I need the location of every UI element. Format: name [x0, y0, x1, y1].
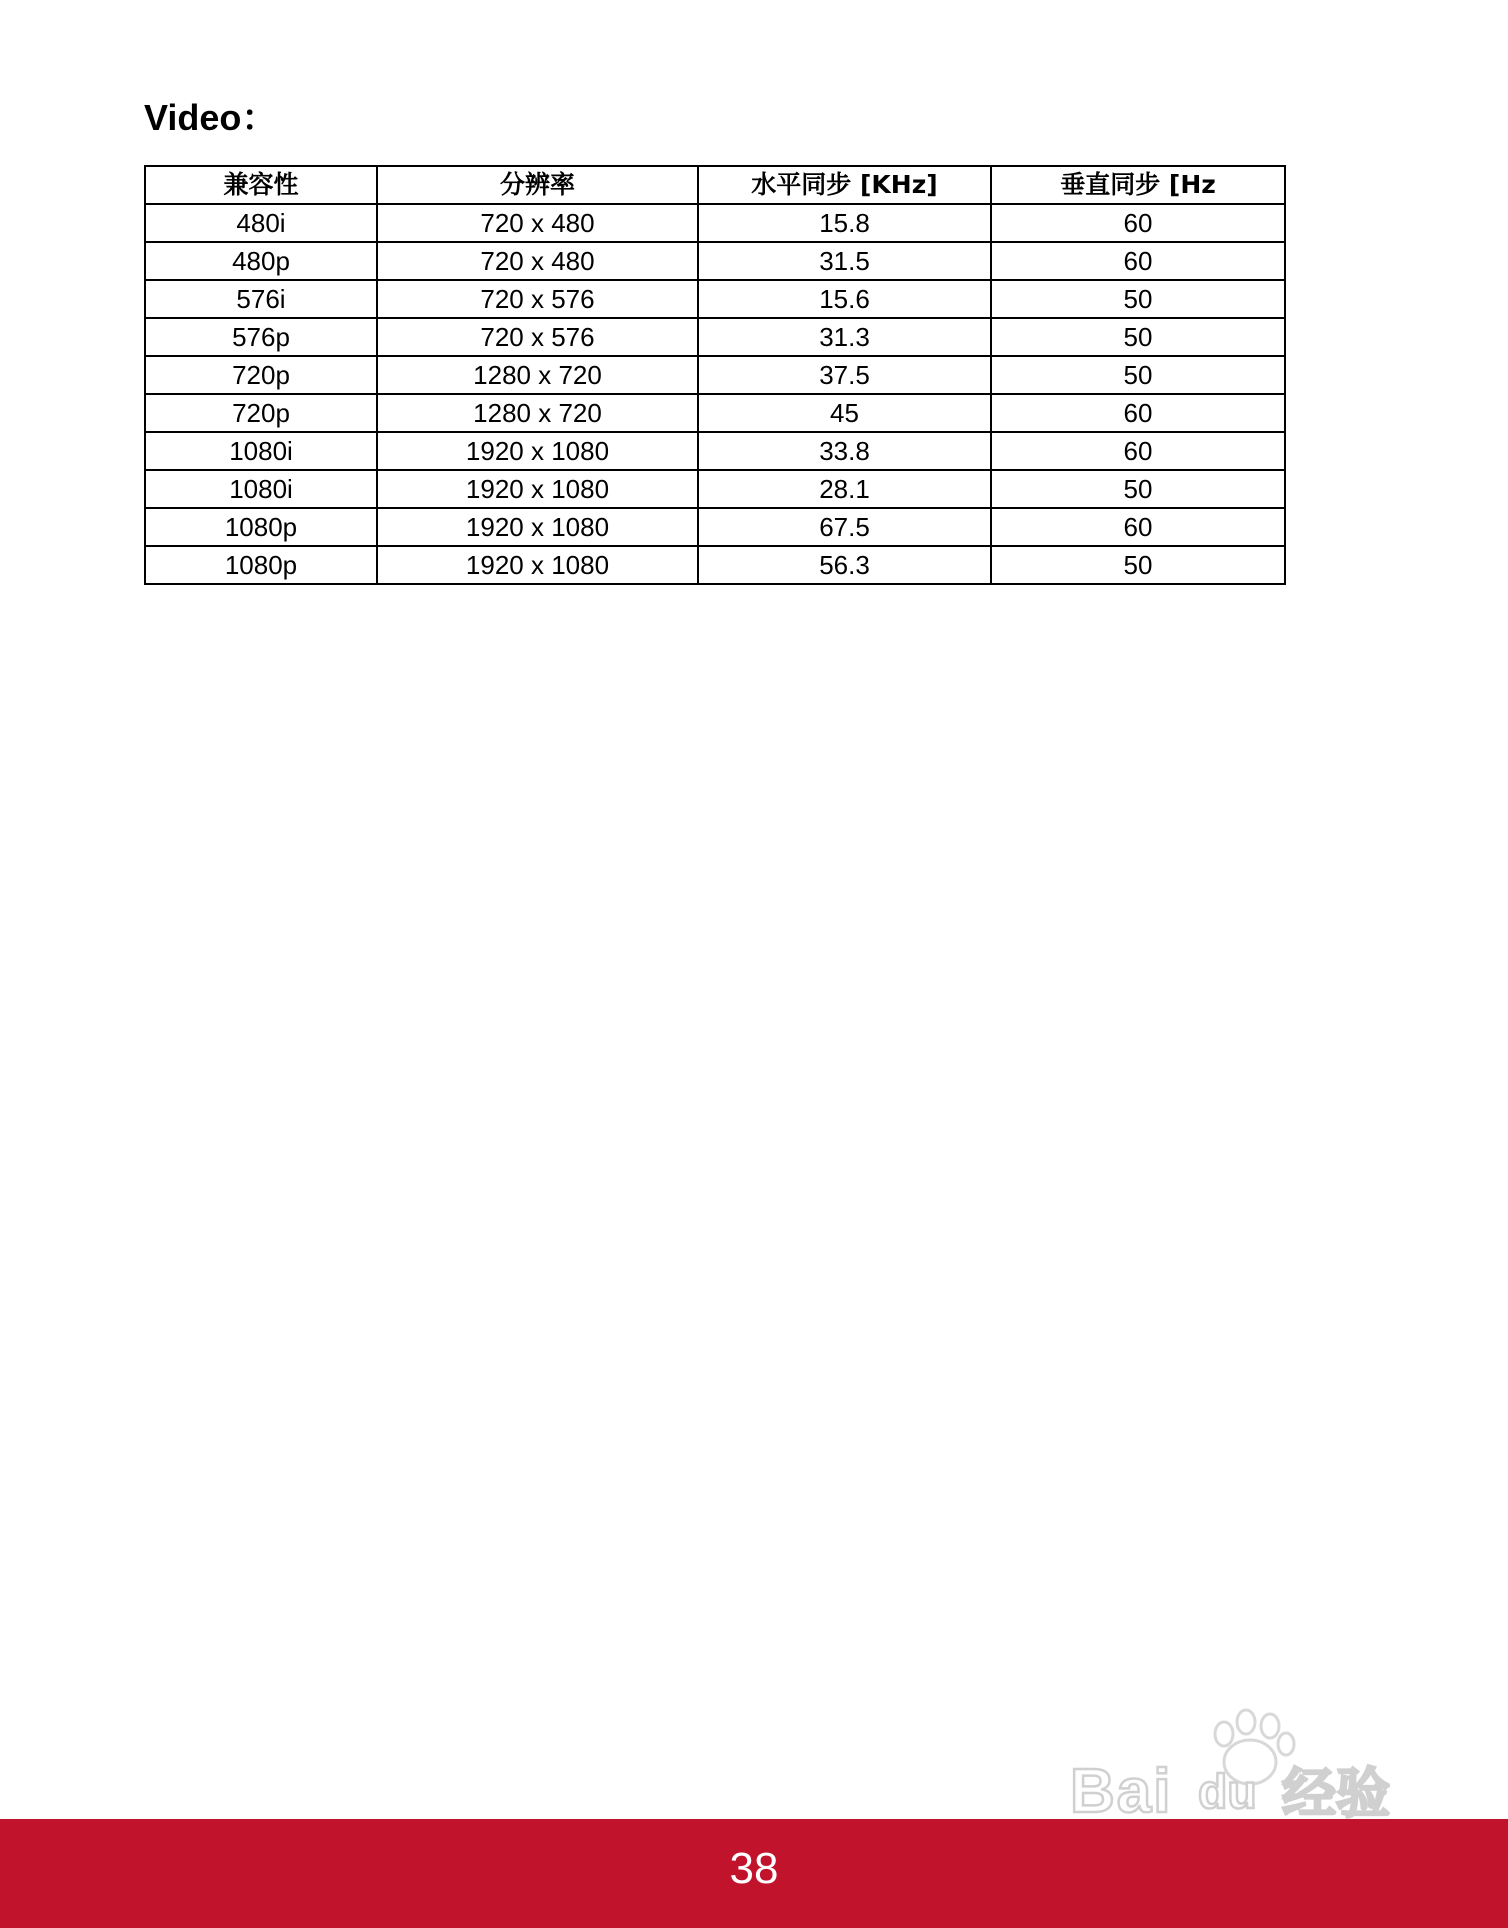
- cell-resolution: 1920 x 1080: [377, 432, 698, 470]
- cell-horizontal-sync: 15.6: [698, 280, 991, 318]
- cell-horizontal-sync: 37.5: [698, 356, 991, 394]
- cell-compatibility: 480i: [145, 204, 377, 242]
- table-row: [145, 432, 1285, 470]
- cell-vertical-sync: 60: [991, 242, 1285, 280]
- cell-compatibility: 1080i: [145, 432, 377, 470]
- cell-resolution: 1920 x 1080: [377, 546, 698, 584]
- table-row: [145, 318, 1285, 356]
- cell-vertical-sync: 60: [991, 432, 1285, 470]
- header-horizontal-sync: 水平同步 [KHz]: [698, 166, 991, 204]
- cell-horizontal-sync: 33.8: [698, 432, 991, 470]
- cell-resolution: 1920 x 1080: [377, 470, 698, 508]
- cell-horizontal-sync: 31.5: [698, 242, 991, 280]
- cell-compatibility: 1080i: [145, 470, 377, 508]
- cell-vertical-sync: 60: [991, 204, 1285, 242]
- cell-vertical-sync: 50: [991, 546, 1285, 584]
- table-row: [145, 470, 1285, 508]
- cell-horizontal-sync: 56.3: [698, 546, 991, 584]
- table-row: [145, 508, 1285, 546]
- cell-vertical-sync: 50: [991, 318, 1285, 356]
- svg-text:经验: 经验: [1282, 1762, 1390, 1825]
- cell-resolution: 1280 x 720: [377, 356, 698, 394]
- cell-horizontal-sync: 31.3: [698, 318, 991, 356]
- cell-resolution: 720 x 576: [377, 318, 698, 356]
- baidu-paw-icon: [1215, 1710, 1294, 1784]
- cell-vertical-sync: 50: [991, 280, 1285, 318]
- video-compatibility-table: [144, 165, 1286, 585]
- cell-horizontal-sync: 45: [698, 394, 991, 432]
- cell-resolution: 1280 x 720: [377, 394, 698, 432]
- cell-compatibility: 720p: [145, 394, 377, 432]
- cell-horizontal-sync: 67.5: [698, 508, 991, 546]
- section-title: Video：: [144, 97, 278, 138]
- table-row: [145, 280, 1285, 318]
- cell-vertical-sync: 60: [991, 508, 1285, 546]
- table-row: [145, 356, 1285, 394]
- svg-text:Bai: Bai: [1070, 1757, 1173, 1826]
- cell-compatibility: 1080p: [145, 546, 377, 584]
- cell-compatibility: 576p: [145, 318, 377, 356]
- cell-resolution: 720 x 576: [377, 280, 698, 318]
- header-resolution: 分辨率: [377, 166, 698, 204]
- cell-resolution: 720 x 480: [377, 204, 698, 242]
- cell-compatibility: 720p: [145, 356, 377, 394]
- cell-compatibility: 480p: [145, 242, 377, 280]
- baidu-brand-text: [1070, 1757, 1390, 1826]
- header-compatibility: 兼容性: [145, 166, 377, 204]
- table-row: [145, 546, 1285, 584]
- cell-resolution: 1920 x 1080: [377, 508, 698, 546]
- cell-vertical-sync: 50: [991, 470, 1285, 508]
- table-row: [145, 394, 1285, 432]
- page-number: 38: [729, 1844, 779, 1893]
- cell-vertical-sync: 60: [991, 394, 1285, 432]
- cell-horizontal-sync: 28.1: [698, 470, 991, 508]
- table-row: [145, 242, 1285, 280]
- cell-vertical-sync: 50: [991, 356, 1285, 394]
- cell-compatibility: 576i: [145, 280, 377, 318]
- svg-text:du: du: [1198, 1766, 1257, 1819]
- cell-compatibility: 1080p: [145, 508, 377, 546]
- header-vertical-sync: 垂直同步 [Hz: [991, 166, 1285, 204]
- cell-resolution: 720 x 480: [377, 242, 698, 280]
- table-row: [145, 204, 1285, 242]
- cell-horizontal-sync: 15.8: [698, 204, 991, 242]
- table-header-row: [145, 166, 1285, 204]
